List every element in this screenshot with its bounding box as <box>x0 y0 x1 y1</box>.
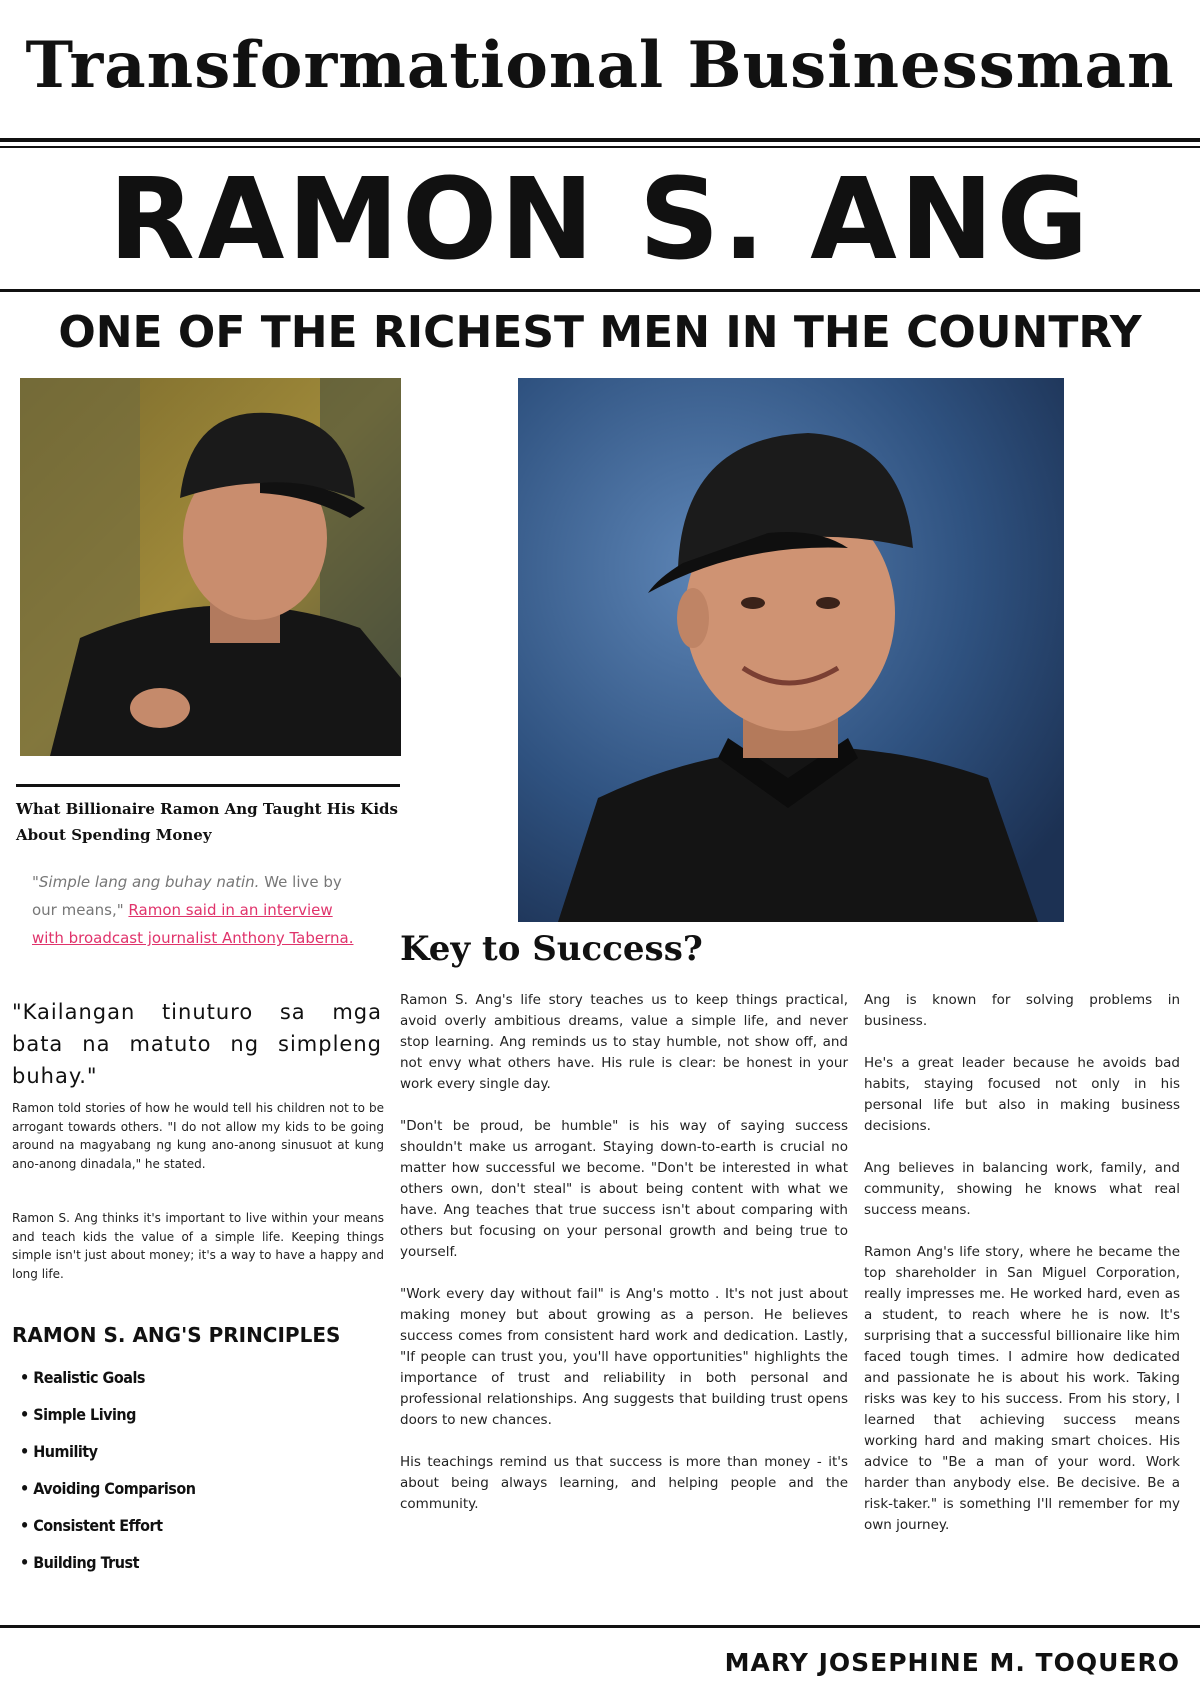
principle-item: • Building Trust <box>20 1553 139 1572</box>
principle-item: • Simple Living <box>20 1405 136 1424</box>
interview-link[interactable]: Ramon said in an interview with broadcast journalist Anthony Taberna. <box>32 901 354 947</box>
interview-quote <box>32 868 362 952</box>
person-photo-icon <box>20 378 401 756</box>
column1-paragraph: His teachings remind us that success is more than money - it's about being always learning, and helping people and the community. <box>400 1454 848 1512</box>
column2-paragraph: He's a great leader because he avoids bad habits, staying focused not only in his personal life but also in making business decisions. <box>864 1055 1180 1134</box>
column2-paragraph: Ramon Ang's life story, where he became the top shareholder in San Miguel Corporation, really impresses me. He worked hard, even as a student, to reach where he is now. It's surprising that a successful billionaire like him faced tough times. I admire how dedicated and passionate he is about his work. Taking risks was key to his success. From his story, I learned that achieving success means working hard and making smart choices. His advice to "Be a man of your word. Work harder than anybody else. Be decisive. Be a risk-taker." is something I'll remember for my own journey. <box>864 1244 1180 1533</box>
caption-title-line2: About Spending Money <box>16 826 212 844</box>
column2-paragraph: Ang is known for solving problems in business. <box>864 992 1180 1029</box>
column1-paragraph: Ramon S. Ang's life story teaches us to keep things practical, avoid overly ambitious dreams, value a simple life, and never stop learning. Ang reminds us to stay humble, not show off, and not envy what others have. His rule is clear: be honest in your work every single day. <box>400 992 848 1092</box>
principles-title: RAMON S. ANG'S PRINCIPLES <box>12 1323 341 1347</box>
footer-rule <box>0 1625 1200 1628</box>
portrait-photo-icon <box>518 378 1064 922</box>
column2-paragraph: Ang believes in balancing work, family, and community, showing he knows what real success means. <box>864 1160 1180 1218</box>
subheadline: ONE OF THE RICHEST MEN IN THE COUNTRY <box>58 307 1142 358</box>
principle-item: • Humility <box>20 1442 98 1461</box>
article-column-2 <box>864 990 1180 1557</box>
caption-rule <box>16 784 400 787</box>
author-byline: MARY JOSEPHINE M. TOQUERO <box>724 1648 1180 1677</box>
top-rule-thin <box>0 146 1200 148</box>
caption-title <box>16 796 406 848</box>
large-photo <box>518 378 1064 922</box>
section-title: Key to Success? <box>400 929 703 969</box>
sidebar-paragraph-1: Ramon told stories of how he would tell his children not to be arrogant towards others. "I do not allow my kids to be going around na magyabang ng kung ano-anong sinusuot at kung ano-anong dinadala," he stated. <box>12 1101 384 1171</box>
principle-item: • Consistent Effort <box>20 1516 163 1535</box>
top-rule-thick <box>0 138 1200 142</box>
column1-paragraph: "Don't be proud, be humble" is his way of saying success shouldn't make us arrogant. Staying down-to-earth is crucial no matter how successful we become. "Don't be interested in what others own, don't steal" is about being content with what we have. Ang teaches that true success isn't about comparing with others but focusing on your personal growth and being true to yourself. <box>400 1118 848 1260</box>
pull-quote: "Kailangan tinuturo sa mga bata na matuto ng simpleng buhay." <box>12 1000 382 1088</box>
article-column-1 <box>400 990 848 1536</box>
quote-italic: "Simple lang ang buhay natin. <box>32 873 260 891</box>
headline-rule <box>0 289 1200 292</box>
masthead-title: Transformational Businessman <box>25 28 1175 103</box>
column1-paragraph: "Work every day without fail" is Ang's motto . It's not just about making money but about growing as a person. He believes success comes from consistent hard work and dedication. Lastly, "If people can trust you, you'll have opportunities" highlights the importance of trust and reliability in both personal and professional relationships. Ang suggests that building trust opens doors to new chances. <box>400 1286 848 1428</box>
caption-title-line1: What Billionaire Ramon Ang Taught His Kids <box>16 800 398 818</box>
principle-item: • Avoiding Comparison <box>20 1479 196 1498</box>
principle-item: • Realistic Goals <box>20 1368 145 1387</box>
headline: RAMON S. ANG <box>108 155 1092 285</box>
sidebar-paragraph-2: Ramon S. Ang thinks it's important to live within your means and teach kids the value of a simple life. Keeping things simple isn't just about money; it's a way to have a happy and long life. <box>12 1211 384 1281</box>
small-photo <box>20 378 401 756</box>
quote-plain: We live by our means," <box>32 873 342 919</box>
